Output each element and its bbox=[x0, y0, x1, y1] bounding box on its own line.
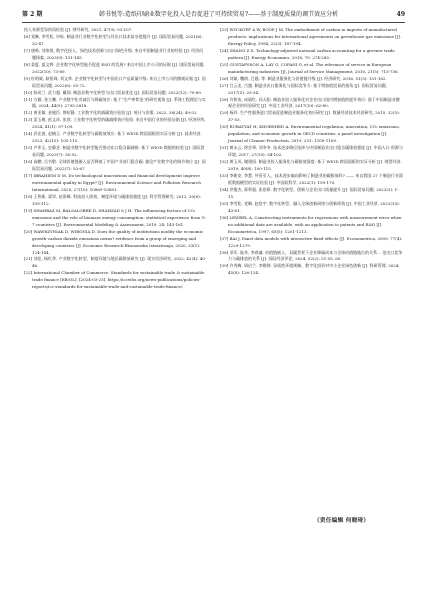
reference-entry: [12] 黄亚雄, 金媛臣, 曾昭静. 工业数字化的减碳效应检验 [J]. 统计与决策, 2022, 38(24): 49-52. bbox=[24, 110, 198, 116]
reference-entry: [14] 武宏波, 赵楠玉. 产业数字化转型与碳排放效应: 基于 WIOD 跨国面板的实证分析 [J]. 技术经济, 2023, 42(10): 105-115. bbox=[24, 131, 202, 144]
references-right-column bbox=[220, 27, 403, 277]
reference-entry: [20] WAWRZYNIAK D, WIRGNIA D. Does the quality of institutions modify the economic growth-carbon dioxide emissions nexus? evidence from a group of emerging and developing countries [J]. Economic Research-Ekonomska Istrazivanja, 2020, 33(1): 124-144. bbox=[24, 228, 204, 255]
reference-entry: [16] 高鹏, 岳书敬. 全球价值链嵌入是否降低了中国产业部门隐含碳: 兼论产业数字化的调节效应 [J]. 国际贸易问题, 2022(7): 53-67. bbox=[24, 159, 206, 172]
reference-entry: [21] 刘佳, 杨红华. 产业数字化转型、制度环境与地区碳排放研究 [J]. 现实经济研究, 2022, 42(4): 40-46. bbox=[24, 256, 207, 269]
reference-entry: [24] ZHANG Z X. Technology-adjusted national carbon accounting for a greener trade pattern [J]. Energy Economics, 2018, 75: 274-285. bbox=[220, 47, 395, 60]
running-header bbox=[22, 9, 405, 21]
reference-entry: [8] 姜夏, 夏文婷. 企业数字化转型能否促进 ESG 的发展? 来自中国上市公司的证据 [J]. 国际贸易问题, 2022(10): 73-89. bbox=[24, 61, 205, 74]
reference-entry: [36] LEWBEL A. Constructing instruments for regressions with measurement error when no additional data are available, with an application to patents and R&D [J]. Econometrica, 1997, 65(5): 1201-1213. bbox=[220, 214, 402, 234]
references-left-column bbox=[24, 27, 207, 291]
reference-entry: [22] International Chamber of Commerce. Standards for sustainable trade & sustainable trade finance [EB/OL]. [2024-03-25]. https://iccwbo.org/news-publications/policies-reports/icc-standards-for-sustainable-trade-and-sustainable-trade-finance/. bbox=[24, 270, 205, 290]
reference-entry: [23] WYCKOFF A W, ROOP J M. The embodiment of carbon in imports of manufactured products: implications for international agreements on greenhouse gas emissions [J]. Energy Policy, 1994, 22(3): 187-194. bbox=[220, 27, 402, 46]
reference-entry: [15] 卢华玉, 史静芝. 制造业数字化转型能否推动出口隐含碳减排: 基于 WIOD 数据的检验 [J]. 国际贸易问题, 2023(7): 36-52. bbox=[24, 145, 205, 158]
issue-number: 第 2 期 bbox=[22, 11, 43, 18]
reference-entry: 投入来源差异的再检验 [J]. 财经研究, 2021, 47(9): 93-107. bbox=[24, 27, 133, 32]
reference-entry: [33] 李新安, 李慧. 外资引入、技术进步偏向影响了制造业的碳排放吗? —— 来自我国 27 个制造行业面板数据模型的实证检验 [J]. 中国软科学, 2022(1): 159-170. bbox=[220, 173, 403, 185]
reference-entry: [17] IBRAHIEM D M. Do technological innovations and financial development improve environmental quality in Egypt? [J]. Environmental Science and Pollution Research International, 2020, 27(10): 10869-10881. bbox=[24, 173, 201, 192]
reference-entry: [34] 洪俊杰, 蒋慕超, 张宸妍. 数字化转型、创新与企业出口质量提升 [J]. 国际贸易问题, 2022(3): 1-15. bbox=[220, 186, 399, 199]
reference-entry: [18] 王智新, 梁翠, 赵景峰. 科技投入绩效、制度环境与碳排放强度 [J]. 科学管理研究, 2012, 30(6): 109-112. bbox=[24, 193, 202, 206]
reference-entry: [9] 杜明威, 耿景珠, 刘文革. 企业数字化转型与中国出口产品质量升级: 来自上市公司的微观证据 [J]. 国际贸易问题, 2022(6): 55-72. bbox=[24, 75, 206, 88]
header-rule bbox=[22, 22, 405, 23]
reference-entry: [13] 雷玉桃, 彭文祥, 张萱. 工业数字化转型的碳减排效应检验: 来自中国行业的经验证据 [J]. 经济经纬, 2024, 41(1): 97-109. bbox=[24, 117, 206, 130]
reference-entry: [30] RUBAYYAT H, KHORSHED A. Environmental regulation, innovation, CO₂ emissions, population, and economic growth in OECD countries: a panel investigation [J]. Journal of Cleaner Production, 2019, 231: 1100-1109. bbox=[220, 124, 400, 144]
page-number: 49 bbox=[396, 11, 405, 18]
reference-entry: [10] 陈风兰, 武力超, 戴翔. 制造业数字化转型与出口贸易优化 [J]. 国际贸易问题, 2022(12): 70-89. bbox=[24, 89, 203, 95]
reference-entry: [19] SHAHBAZ M, BALSALOBRE D, SHAHZAD S J H. The influencing factors of CO₂ emissions and the role of biomass energy consumption: statistical experience from G-7 countries [J]. Environmental Modeling & Assessment, 2019, 24: 143-161. bbox=[24, 207, 207, 227]
running-title: 韩书悦等:造纸印刷业数字化投入是否促进了可持续贸易?——基于制度质量的调节效应分析 bbox=[98, 11, 339, 18]
reference-entry: [31] 黄永云, 徐会琴, 刘冬冬. 技术进步路径选择与中国制造业出口隐含碳排放强度 [J]. 中国人口·资源与环境, 2017, 27(10): 94-102. bbox=[220, 145, 403, 158]
reference-entry: [38] 邓军, 陆舟, 李春谦. 价值链嵌入、双碳背景下企业降碳成本与全球价值链地位的关系... 论出口竞争力与碳排放的关系 [J]. 国际经济评论, 2024, 52(2): 51-55, 65. bbox=[220, 249, 403, 262]
reference-entry: [35] 李雪松, 党琳, 赵宸宇. 数字化转型、融入全球创新网络与创新绩效 [J]. 中国工业经济, 2022(10): 43-61. bbox=[220, 200, 400, 213]
reference-entry: [27] 吕云龙, 吕越. 制造业出口服务化与国际竞争力: 基于增加值贸易的视角 [J]. 国际贸易问题, 2017(5): 25-34. bbox=[220, 82, 387, 95]
reference-entry: [39] 许秀梅, 周启兰. 李敬骅. 异质性环境规制、数字化投资对中小企业绿色创新 [J]. 科研管理, 2024, 45(8): 126-134. bbox=[220, 263, 400, 276]
reference-entry: [7] 唐帅, 刘家悦, 数字化投入、绿色技术创新与出口绿色升级: 来自中国制造业行业的经验 [J]. 经济问题探索, 2023(9): 131-145. bbox=[24, 47, 204, 60]
reference-entry: [6] 党琳, 李雪松, 申烁. 制造业行业数字化转型与其出口技术复杂度提升 [J]. 国际贸易问题, 2021(6): 32-47. bbox=[24, 33, 203, 46]
reference-entry: [11] 方颖, 金立鹏. 产业数字化对减污与降碳效应: 基于“生产率悖论”的研究视角 [J]. 系统工程理论与实践, 2024, 44(9): 2795-2818. bbox=[24, 96, 206, 109]
reference-entry: [29] 杨玲. 生产性服务进口贸易促进制造业服务化效应研究 [J]. 数量经济技术经济研究, 2015, 32(5): 37-53. bbox=[220, 110, 400, 123]
reference-entry: [28] 许和连, 成丽红, 孙天阳. 制造业投入服务化对企业出口国内增加值的提升效应: 基于中国制造业微观企业的经验研究 [J]. 中国工业经济, 2017(10): 62-80. bbox=[220, 96, 400, 109]
editor-signature: （责任编辑 何晓琦） bbox=[314, 518, 370, 524]
reference-entry: [25] GUSTAFSSON A, LAY G, COPANI G, et al. The relevance of service in European manufacturing industries [J]. Journal of Service Management, 2010, 21(5): 715-736. bbox=[220, 61, 399, 74]
reference-entry: [37] BAI J. Panel data models with interactive fixed effects [J]. Econometrica, 2009, 77(4): 1229-1279. bbox=[220, 235, 403, 248]
reference-entry: [26] 刘斌, 魏倩, 吕越, 等. 制造业服务化与价值链升级 [J]. 经济研究, 2016, 51(3): 151-162. bbox=[220, 75, 387, 81]
reference-entry: [32] 黄玉凤, 谢建国. 制造业投入服务化与碳排放强度: 基于 WIOD 跨国面板的实证分析 [J]. 财贸经济, 2019, 40(8): 100-115. bbox=[220, 159, 402, 172]
